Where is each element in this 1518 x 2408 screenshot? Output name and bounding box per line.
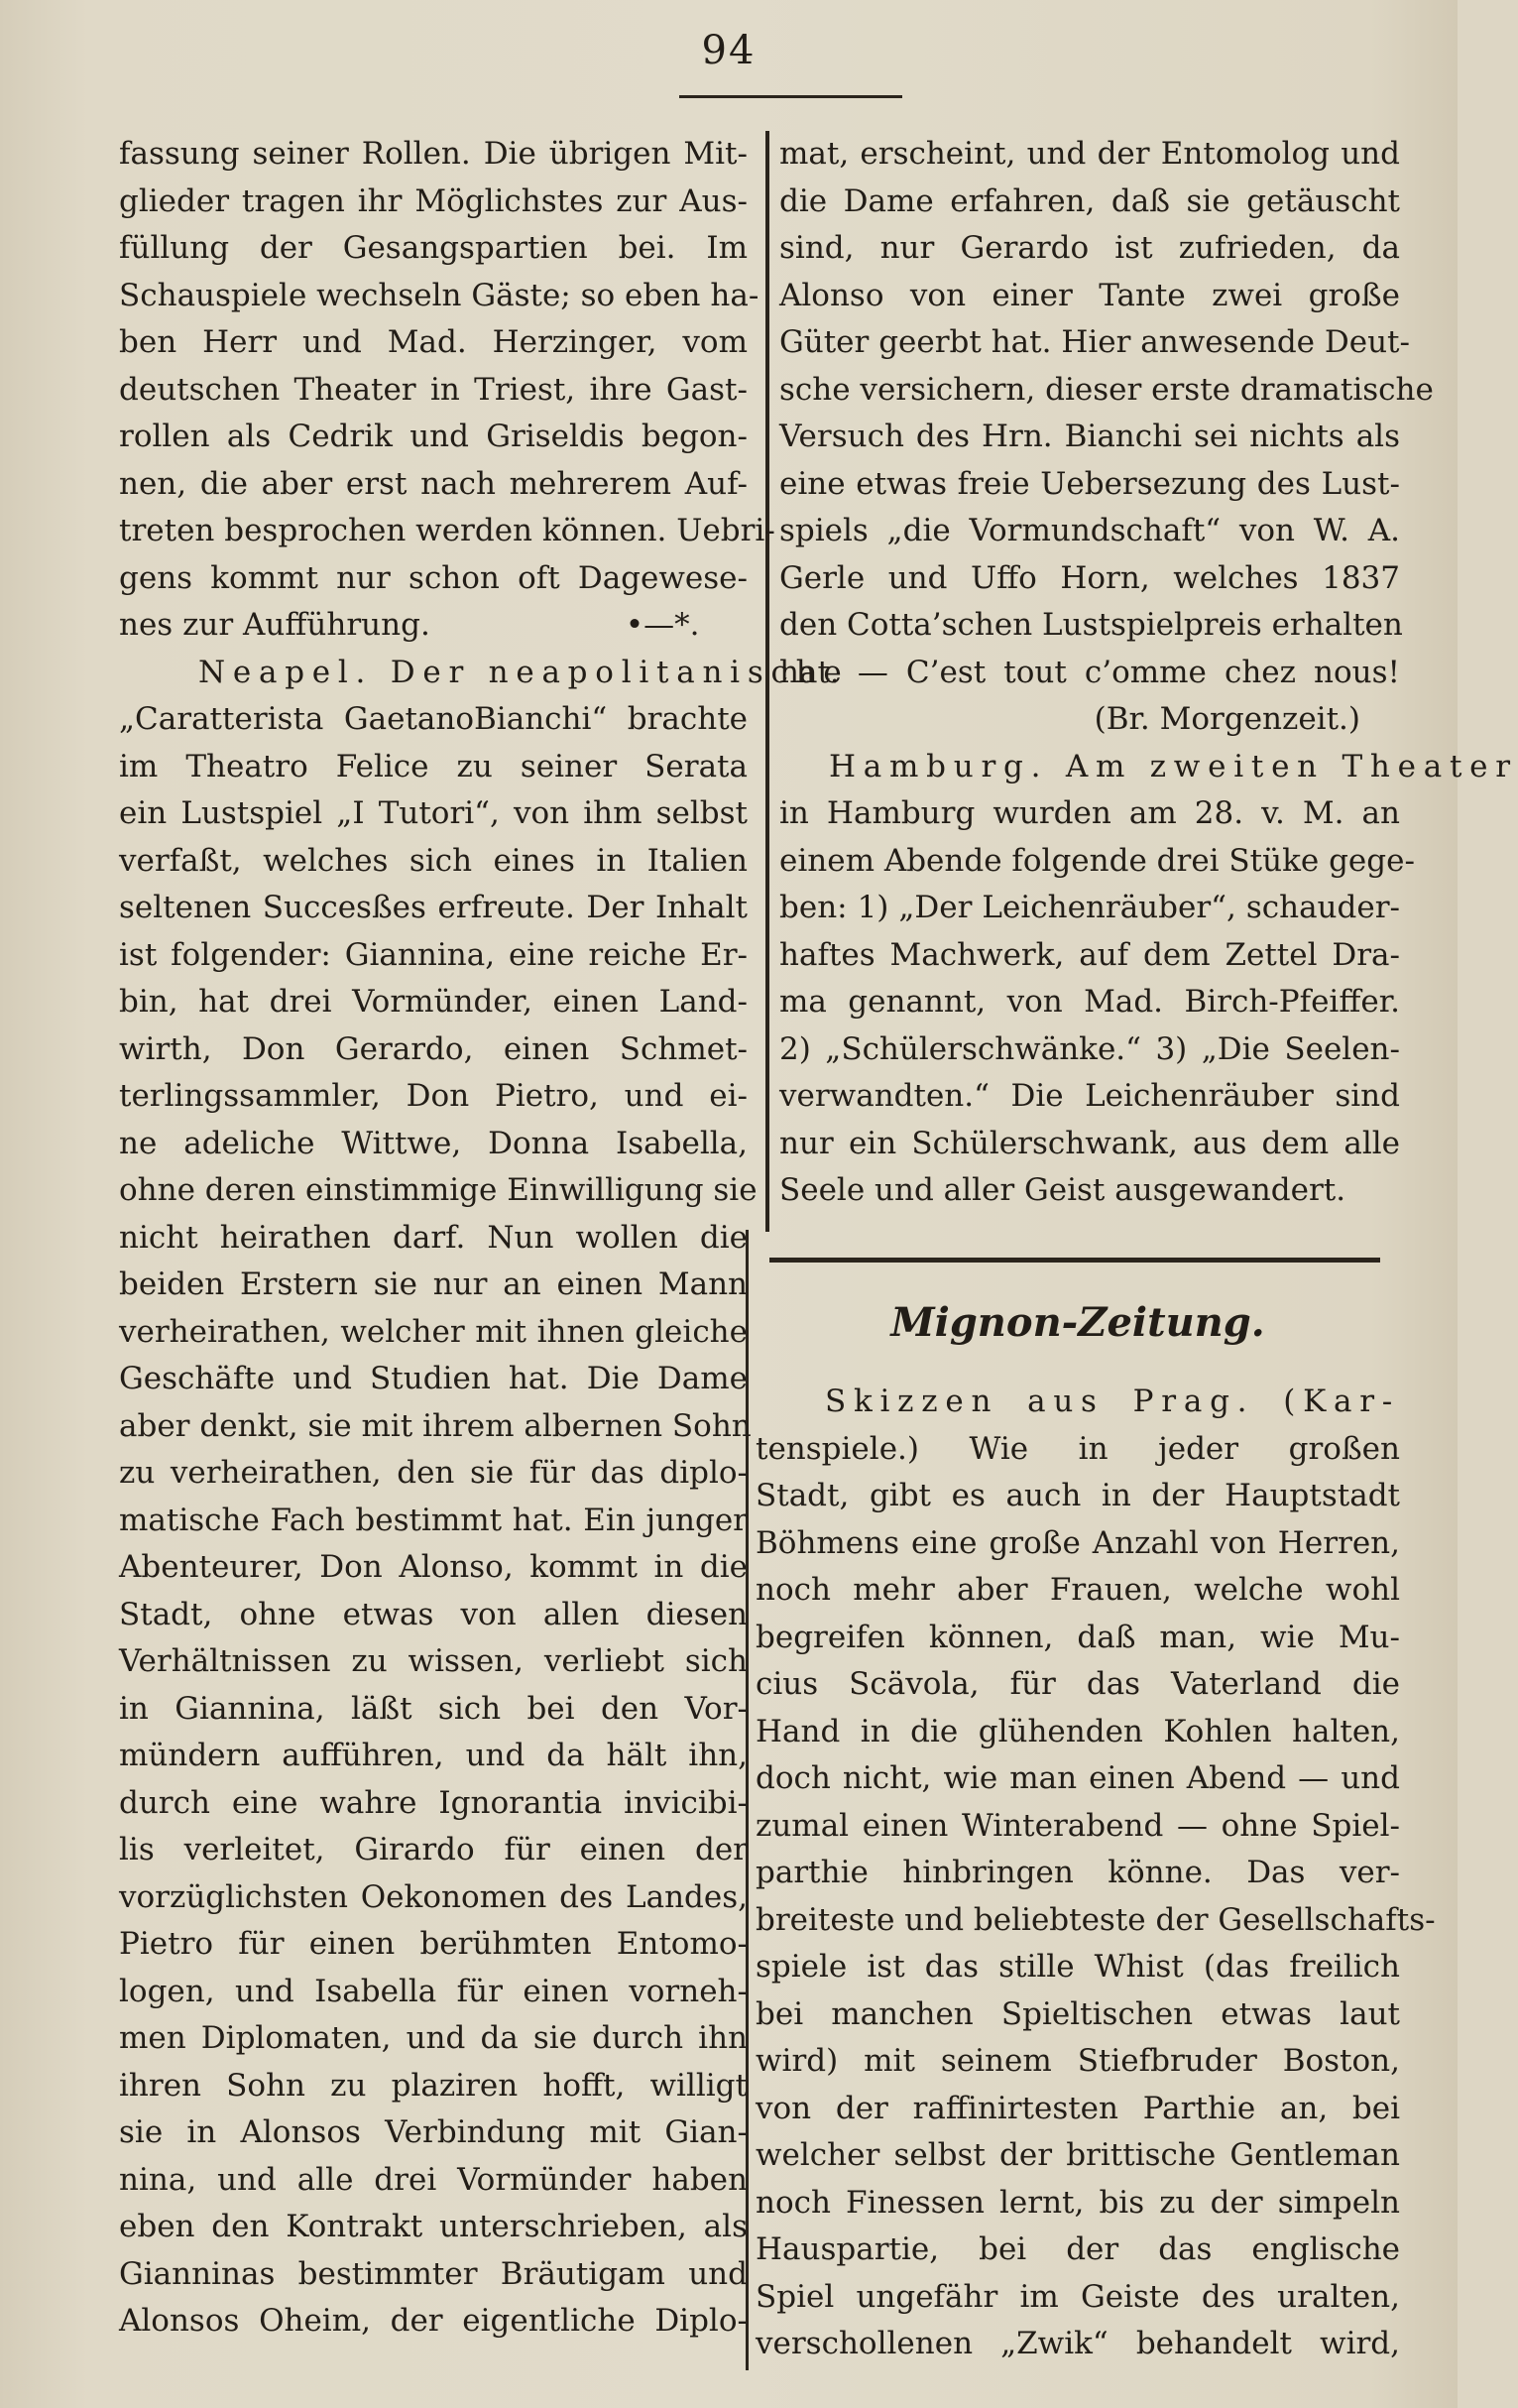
text-line: hat. — C’est tout c’omme chez nous! [779, 654, 1400, 690]
text-line: nina, und alle drei Vormünder haben [119, 2161, 748, 2198]
text-line: logen, und Isabella für einen vorneh- [119, 1973, 748, 2009]
text-line: spiels „die Vormundschaft“ von W. A. [779, 513, 1400, 548]
text-line: ben Herr und Mad. Herzinger, vom [119, 324, 748, 360]
section-rule [769, 1258, 1380, 1263]
text-line: ohne deren einstimmige Einwilligung sie [119, 1172, 758, 1208]
text-line: deutschen Theater in Triest, ihre Gast- [119, 371, 748, 408]
text-line: treten besprochen werden können. Uebri- [119, 513, 775, 548]
text-line: Hamburg. Am zweiten Theater [829, 748, 1518, 784]
text-line: verschollenen „Zwik“ behandelt wird, [756, 2326, 1400, 2361]
header-rule [679, 95, 902, 98]
text-line: tenspiele.) Wie in jeder großen [756, 1430, 1400, 1467]
text-line: noch Finessen lernt, bis zu der simpeln [756, 2184, 1400, 2221]
text-line: wirth, Don Gerardo, einen Schmet- [119, 1030, 748, 1067]
text-line: Alonsos Oheim, der eigentliche Diplo- [119, 2303, 748, 2339]
text-line: gens kommt nur schon oft Dagewese- [119, 559, 748, 596]
text-line: zumal einen Winterabend — ohne Spiel- [756, 1807, 1400, 1844]
text-line: ist folgender: Giannina, eine reiche Er- [119, 936, 748, 973]
text-line: doch nicht, wie man einen Abend — und [756, 1760, 1400, 1796]
text-line: glieder tragen ihr Möglichstes zur Aus- [119, 182, 748, 219]
text-line: verwandten.“ Die Leichenräuber sind [779, 1078, 1400, 1114]
text-line: ne adeliche Wittwe, Donna Isabella, [119, 1125, 748, 1161]
text-line: die Dame erfahren, daß sie getäuscht [779, 182, 1400, 219]
text-line: wird) mit seinem Stiefbruder Boston, [756, 2043, 1400, 2079]
text-line: verfaßt, welches sich eines in Italien [119, 842, 748, 879]
text-line: ihren Sohn zu plaziren hofft, willigt [119, 2067, 748, 2104]
text-line: einem Abende folgende drei Stüke gege- [779, 842, 1415, 879]
text-line: Gerle und Uffo Horn, welches 1837 [779, 559, 1400, 596]
right-column-top [779, 131, 1518, 1215]
text-line: aber denkt, sie mit ihrem albernen Sohn [119, 1407, 752, 1444]
text-line: nen, die aber erst nach mehrerem Auf- [119, 465, 748, 502]
text-line: Alonso von einer Tante zwei große [779, 277, 1400, 313]
text-line: Pietro für einen berühmten Entomo- [119, 1926, 748, 1962]
text-line: noch mehr aber Frauen, welche wohl [756, 1572, 1400, 1608]
text-line: ma genannt, von Mad. Birch-Pfeiffer. [779, 984, 1400, 1020]
text-line: Hauspartie, bei der das englische [756, 2231, 1400, 2267]
text-line: Verhältnissen zu wissen, verliebt sich [119, 1643, 748, 1679]
text-line: Geschäfte und Studien hat. Die Dame [119, 1361, 748, 1396]
text-line: mat, erscheint, und der Entomolog und [779, 136, 1400, 172]
text-line: Stadt, ohne etwas von allen diesen [119, 1596, 748, 1632]
text-line: füllung der Gesangspartien bei. Im [119, 230, 748, 266]
text-line: breiteste und beliebteste der Gesellschafts- [756, 1901, 1436, 1938]
text-line: zu verheirathen, den sie für das diplo- [119, 1455, 748, 1491]
text-line: matische Fach bestimmt hat. Ein junger [119, 1502, 748, 1538]
text-line: von der raffinirtesten Parthie an, bei [756, 2090, 1400, 2126]
text-line: Stadt, gibt es auch in der Hauptstadt [756, 1478, 1400, 1513]
section-title: Mignon-Zeitung. [890, 1299, 1265, 1346]
text-line: beiden Erstern sie nur an einen Mann [119, 1266, 748, 1302]
text-line: Spiel ungefähr im Geiste des uralten, [756, 2278, 1400, 2315]
right-column-bottom [756, 1379, 1436, 2368]
page-number: 94 [701, 28, 757, 73]
text-line: cius Scävola, für das Vaterland die [756, 1666, 1400, 1702]
text-line: Hand in die glühenden Kohlen halten, [756, 1713, 1400, 1749]
text-line: ben: 1) „Der Leichenräuber“, schauder- [779, 890, 1400, 925]
text-line: eben den Kontrakt unterschrieben, als [119, 2209, 748, 2244]
text-line: spiele ist das stille Whist (das freilich [756, 1949, 1400, 1985]
text-line: men Diplomaten, und da sie durch ihn [119, 2020, 748, 2056]
text-line: nes zur Aufführung. •—*. [119, 607, 700, 643]
text-line: lis verleitet, Girardo für einen der [119, 1832, 748, 1867]
text-line: mündern aufführen, und da hält ihn, [119, 1738, 748, 1773]
text-line: bei manchen Spieltischen etwas laut [756, 1995, 1400, 2032]
text-line: seltenen Succesßes erfreute. Der Inhalt [119, 890, 748, 925]
text-line: ein Lustspiel „I Tutori“, von ihm selbst [119, 795, 748, 831]
text-line: Abenteurer, Don Alonso, kommt in die [119, 1549, 748, 1585]
text-line: nicht heirathen darf. Nun wollen die [119, 1219, 748, 1256]
text-line: verheirathen, welcher mit ihnen gleiche [119, 1313, 748, 1350]
text-line: Gianninas bestimmter Bräutigam und [119, 2255, 748, 2292]
text-line: Böhmens eine große Anzahl von Herren, [756, 1524, 1400, 1561]
text-line: eine etwas freie Uebersezung des Lust- [779, 465, 1400, 502]
text-line: parthie hinbringen könne. Das ver- [756, 1855, 1400, 1890]
text-line: Schauspiele wechseln Gäste; so eben ha- [119, 277, 759, 313]
text-line: Versuch des Hrn. Bianchi sei nichts als [779, 419, 1400, 454]
text-line: begreifen können, daß man, wie Mu- [756, 1619, 1400, 1655]
text-line: haftes Machwerk, auf dem Zettel Dra- [779, 936, 1400, 973]
text-line: im Theatro Felice zu seiner Serata [119, 748, 748, 784]
left-column [119, 131, 850, 2346]
text-line: 2) „Schülerschwänke.“ 3) „Die Seelen- [779, 1030, 1400, 1067]
text-line: bin, hat drei Vormünder, einen Land- [119, 984, 748, 1020]
text-line: sie in Alonsos Verbindung mit Gian- [119, 2114, 748, 2150]
text-line: nur ein Schülerschwank, aus dem alle [779, 1125, 1400, 1161]
text-line: Neapel. Der neapolitanische [198, 654, 850, 690]
text-line: welcher selbst der brittische Gentleman [756, 2137, 1400, 2173]
text-line: fassung seiner Rollen. Die übrigen Mit- [119, 136, 748, 172]
text-line: terlingssammler, Don Pietro, und ei- [119, 1078, 748, 1114]
text-line: sche versichern, dieser erste dramatische [779, 371, 1434, 408]
text-line: durch eine wahre Ignorantia invicibi- [119, 1784, 748, 1821]
text-line: Skizzen aus Prag. (Kar- [825, 1384, 1400, 1419]
text-line: sind, nur Gerardo ist zufrieden, da [779, 230, 1400, 266]
text-line: in Hamburg wurden am 28. v. M. an [779, 795, 1400, 831]
text-line: vorzüglichsten Oekonomen des Landes, [119, 1878, 748, 1915]
text-line: „Caratterista GaetanoBianchi“ brachte [119, 701, 748, 737]
text-line: Seele und aller Geist ausgewandert. [779, 1172, 1346, 1208]
text-line: Güter geerbt hat. Hier anwesende Deut- [779, 324, 1410, 360]
text-line: den Cotta’schen Lustspielpreis erhalten [779, 607, 1403, 643]
text-line: in Giannina, läßt sich bei den Vor- [119, 1690, 748, 1727]
text-line: rollen als Cedrik und Griseldis begon- [119, 419, 748, 454]
source-credit: (Br. Morgenzeit.) [1094, 701, 1360, 737]
